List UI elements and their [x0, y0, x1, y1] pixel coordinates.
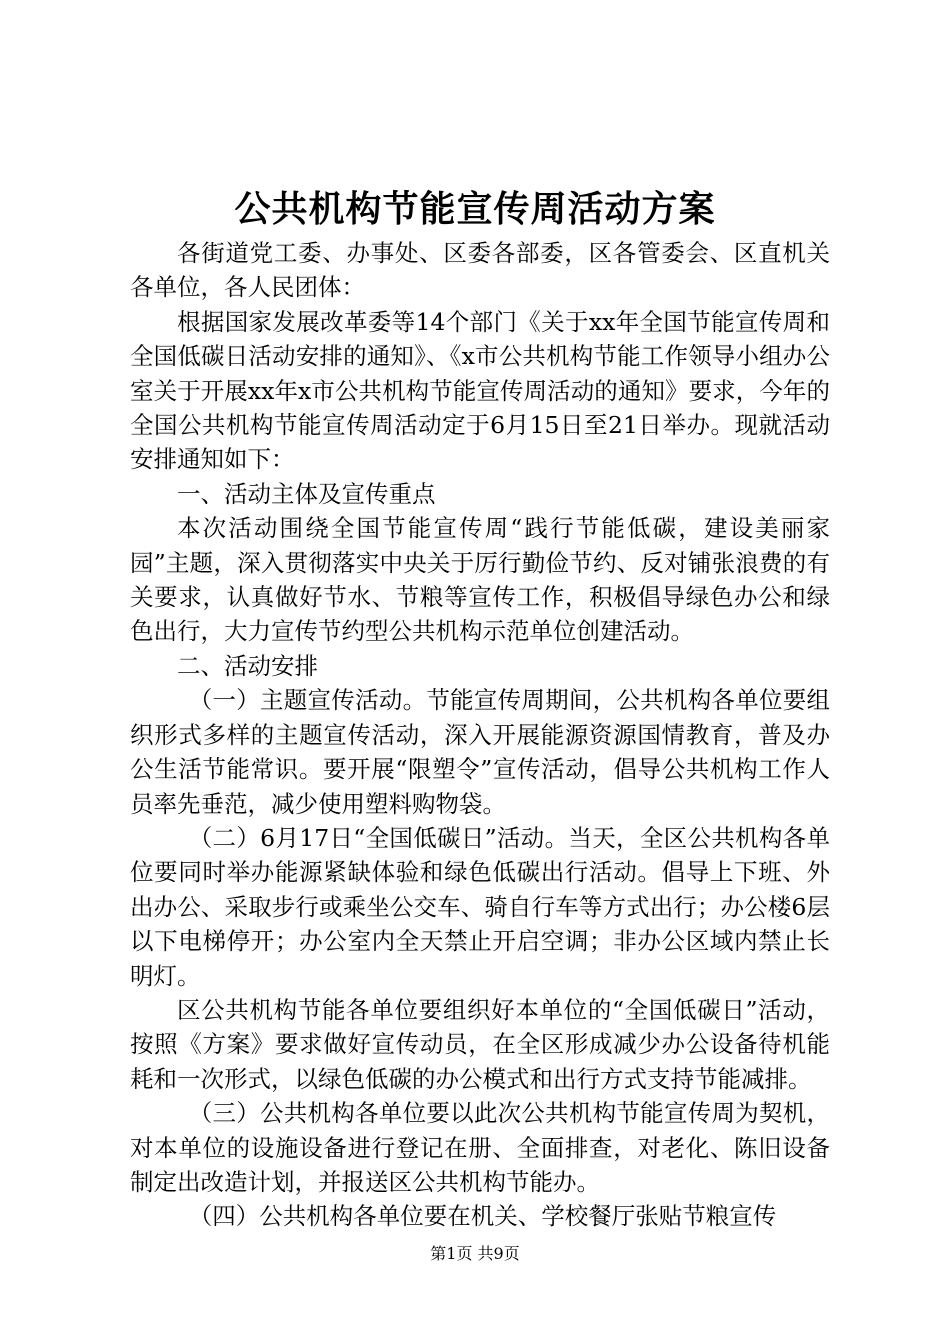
page-number-footer: 第1页 共9页 — [430, 1244, 520, 1263]
intro-paragraph: 根据国家发展改革委等14个部门《关于xx年全国节能宣传周和全国低碳日活动安排的通知》、《x市公共机构节能工作领导小组办公室关于开展xx年x市公共机构节能宣传周活动的通知》要求，今年的全国公共机构节能宣传周活动定于6月15日至21日举办。现就活动安排通知如下： — [130, 307, 830, 474]
item-4-paragraph: （四）公共机构各单位要在机关、学校餐厅张贴节粮宣传 — [188, 1202, 777, 1231]
item-2-paragraph: （二）6月17日“全国低碳日”活动。当天，全区公共机构各单位要同时举办能源紧缺体验和绿色低碳出行活动。倡导上下班、外出办公、采取步行或乘坐公交车、骑自行车等方式出行；办公楼6层以下电梯停开；办公室内全天禁止开启空调；非办公区域内禁止长明灯。 — [130, 823, 830, 990]
section-heading-2: 二、活动安排 — [177, 651, 318, 680]
item-1-paragraph: （一）主题宣传活动。节能宣传周期间，公共机构各单位要组织形式多样的主题宣传活动，深入开展能源资源国情教育，普及办公生活节能常识。要开展“限塑令”宣传活动，倡导公共机构工作人员率先垂范，减少使用塑料购物袋。 — [130, 686, 830, 818]
section-heading-1: 一、活动主体及宣传重点 — [177, 479, 436, 508]
document-body — [130, 236, 830, 1234]
salutation-paragraph: 各街道党工委、办事处、区委各部委，区各管委会、区直机关各单位，各人民团体： — [130, 239, 830, 302]
document-title: 公共机构节能宣传周活动方案 — [234, 188, 716, 230]
theme-paragraph: 本次活动围绕全国节能宣传周“践行节能低碳，建设美丽家园”主题，深入贯彻落实中央关于厉行勤俭节约、反对铺张浪费的有关要求，认真做好节水、节粮等宣传工作，积极倡导绿色办公和绿色出行，大力宣传节约型公共机构示范单位创建活动。 — [130, 514, 830, 646]
low-carbon-day-paragraph: 区公共机构节能各单位要组织好本单位的“全国低碳日”活动，按照《方案》要求做好宣传动员，在全区形成减少办公设备待机能耗和一次形式，以绿色低碳的办公模式和出行方式支持节能减排。 — [130, 995, 830, 1093]
item-3-paragraph: （三）公共机构各单位要以此次公共机构节能宣传周为契机，对本单位的设施设备进行登记在册、全面排查，对老化、陈旧设备制定出改造计划，并报送区公共机构节能办。 — [130, 1099, 830, 1196]
